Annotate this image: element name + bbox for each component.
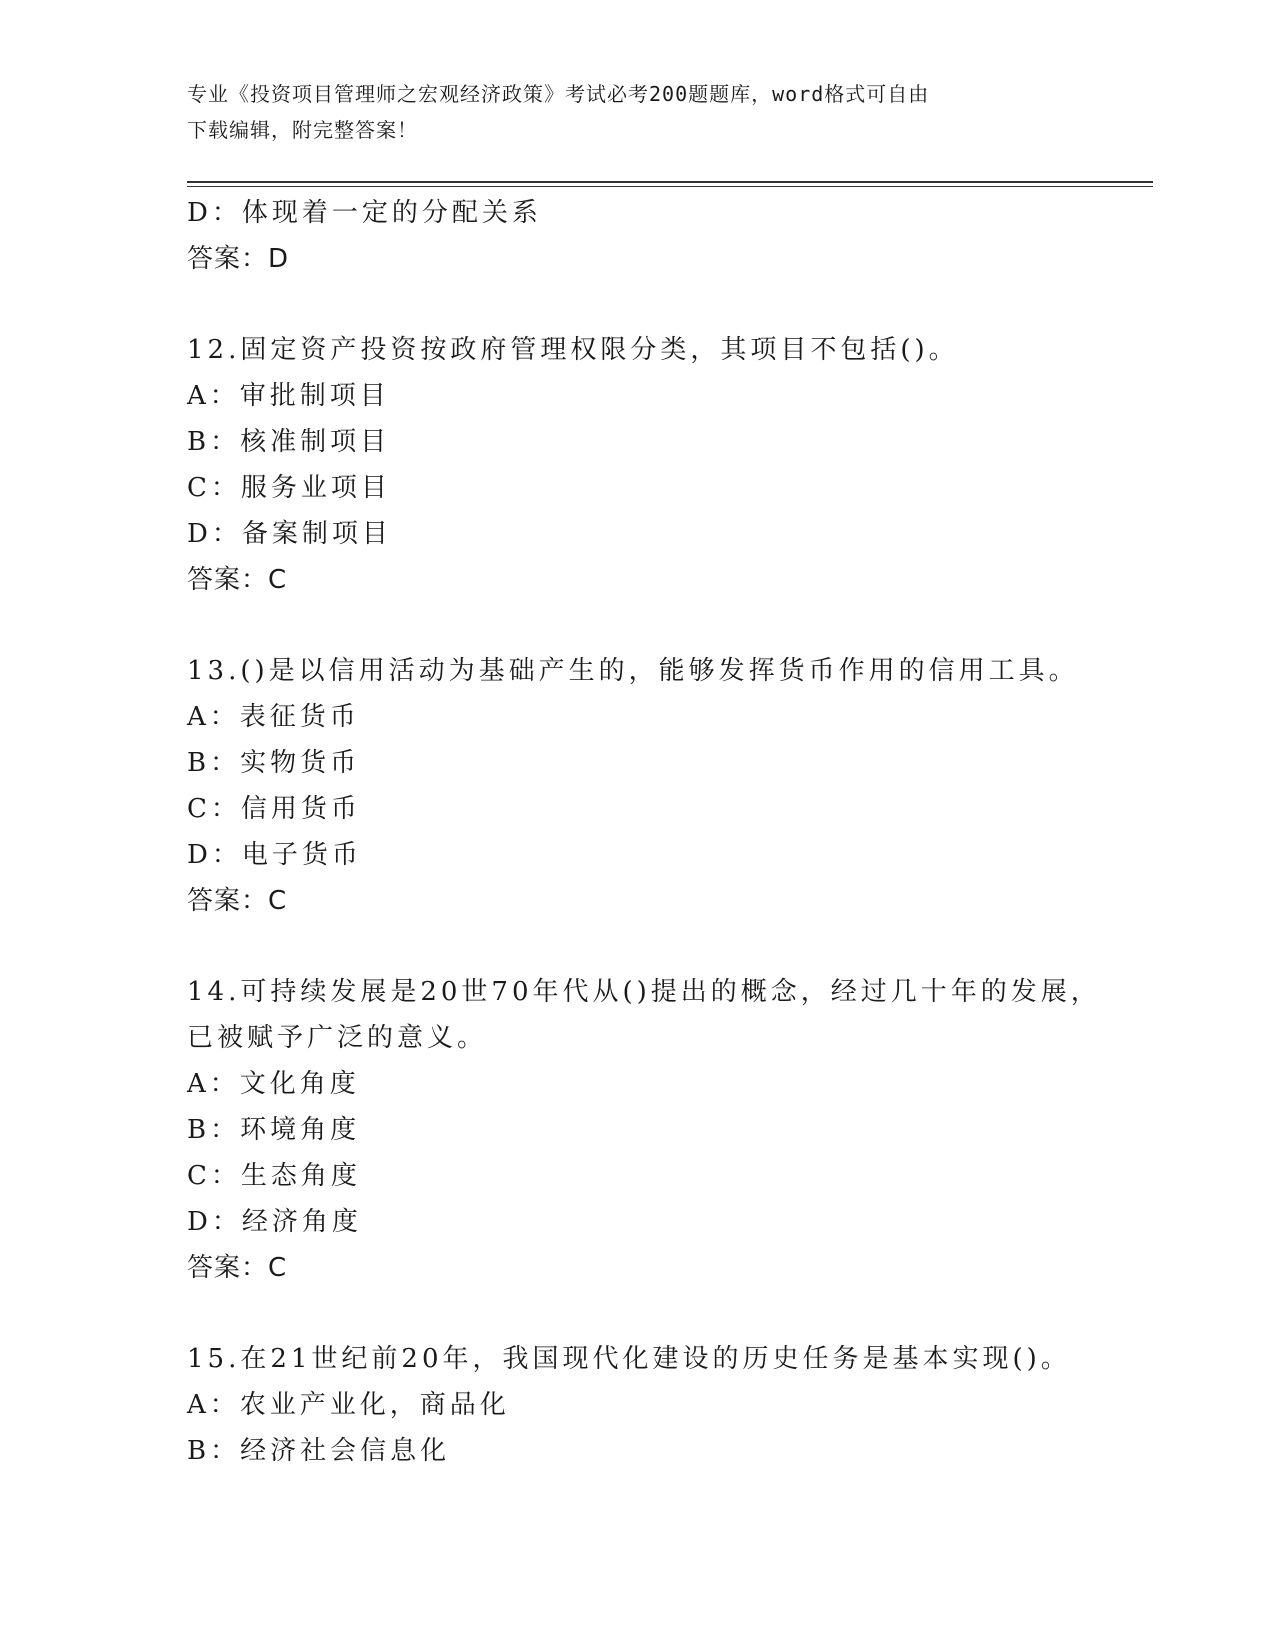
question-13: [187, 648, 1087, 924]
spacer: [187, 603, 1087, 648]
question-14: [187, 969, 1101, 1291]
answer-line: 答案：D: [187, 244, 290, 274]
option-b: B：实物货币: [187, 748, 361, 778]
option-c: C：信用货币: [187, 794, 361, 824]
header-line: 专业《投资项目管理师之宏观经济政策》考试必考200题题库，word格式可自由: [187, 82, 930, 106]
document-header: [187, 76, 1067, 148]
answer-line: 答案：C: [187, 565, 288, 595]
answer-line: 答案：C: [187, 886, 288, 916]
option-d: D：经济角度: [187, 1207, 362, 1237]
option-b: B：核准制项目: [187, 427, 391, 457]
option-a: A：农业产业化，商品化: [187, 1390, 510, 1420]
question-15: [187, 1336, 1087, 1474]
spacer: [187, 282, 1087, 327]
answer-line: 答案：C: [187, 1253, 288, 1283]
question-stem-continued: 已被赋予广泛的意义。: [187, 1023, 488, 1053]
question-list: [187, 190, 1101, 1474]
option-c: C：服务业项目: [187, 473, 391, 503]
option-a: A：表征货币: [187, 702, 360, 732]
spacer: [187, 1291, 1087, 1336]
option-d: D：备案制项目: [187, 519, 392, 549]
option-a: A：审批制项目: [187, 381, 390, 411]
question-stem: 14.可持续发展是20世70年代从()提出的概念，经过几十年的发展，: [187, 977, 1101, 1007]
option-d: D：体现着一定的分配关系: [187, 198, 542, 228]
option-b: B：环境角度: [187, 1115, 361, 1145]
option-c: C：生态角度: [187, 1161, 361, 1191]
question-stem: 15.在21世纪前20年，我国现代化建设的历史任务是基本实现()。: [187, 1344, 1071, 1374]
question-12: [187, 327, 1087, 603]
question-stem: 12.固定资产投资按政府管理权限分类，其项目不包括()。: [187, 335, 959, 365]
option-a: A：文化角度: [187, 1069, 360, 1099]
header-line: 下载编辑，附完整答案！: [187, 118, 418, 142]
spacer: [187, 924, 1087, 969]
header-divider: [187, 181, 1153, 183]
option-d: D：电子货币: [187, 840, 362, 870]
question-stem: 13.()是以信用活动为基础产生的，能够发挥货币作用的信用工具。: [187, 656, 1079, 686]
header-divider: [187, 186, 1153, 187]
option-b: B：经济社会信息化: [187, 1436, 451, 1466]
